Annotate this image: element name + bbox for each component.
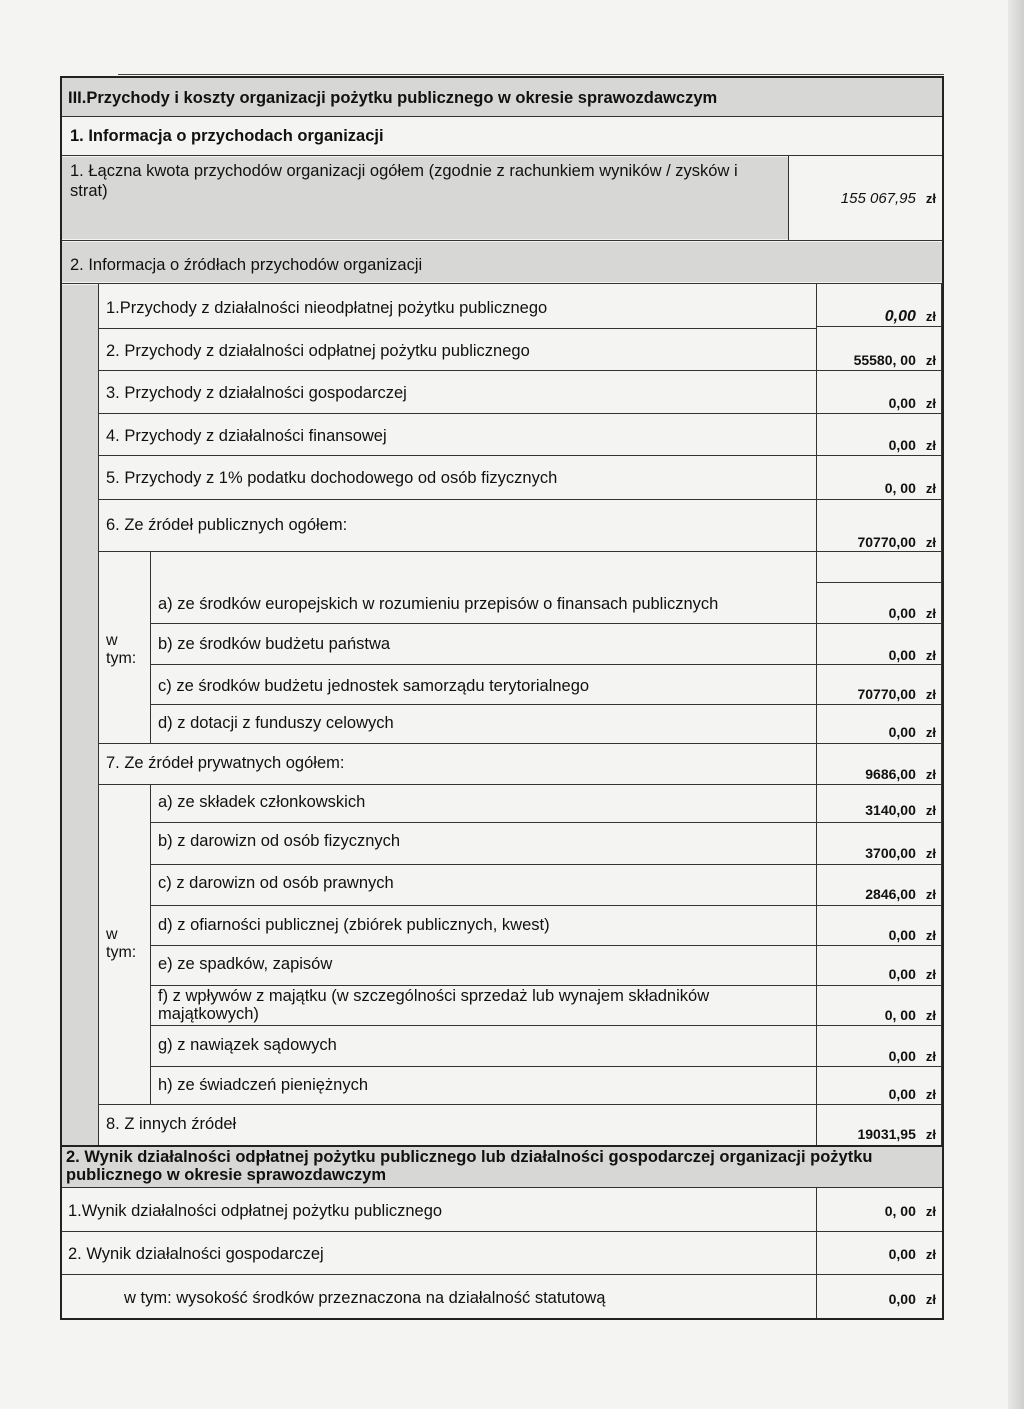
w-tym-line: w <box>106 926 118 943</box>
w-tym-label <box>106 926 136 962</box>
w-tym-line: w <box>106 632 118 649</box>
row-label: h) ze świadczeń pieniężnych <box>158 1076 369 1094</box>
divider <box>150 864 942 865</box>
divider <box>98 551 942 552</box>
amount: 0,00 <box>888 1048 916 1064</box>
currency-unit: zł <box>925 353 936 368</box>
top-rule <box>118 74 944 75</box>
amount: 0,00 <box>884 308 916 325</box>
currency-unit: zł <box>925 648 936 663</box>
row-label: 1.Przychody z działalności nieodpłatnej pożytku publicznego <box>106 299 548 317</box>
row-value <box>818 437 936 453</box>
currency-unit: zł <box>925 191 936 206</box>
currency-unit: zł <box>925 396 936 411</box>
currency-unit: zł <box>925 803 936 818</box>
amount: 70770,00 <box>857 534 916 550</box>
currency-unit: zł <box>925 481 936 496</box>
sources-title: 2. Informacja o źródłach przychodów organizacji <box>70 256 423 274</box>
currency-unit: zł <box>925 928 936 943</box>
amount: 0, 00 <box>884 1203 916 1219</box>
currency-unit: zł <box>925 438 936 453</box>
currency-unit: zł <box>925 887 936 902</box>
amount: 0, 00 <box>884 480 916 496</box>
result-value <box>818 1246 936 1262</box>
row-value <box>818 605 936 621</box>
divider <box>816 326 942 327</box>
row-value <box>818 534 936 550</box>
divider <box>98 1104 942 1105</box>
row-label: c) ze środków budżetu jednostek samorządu terytorialnego <box>158 677 590 695</box>
amount: 0,00 <box>888 966 916 982</box>
amount: 3140,00 <box>865 802 916 818</box>
currency-unit: zł <box>925 1049 936 1064</box>
divider <box>98 455 942 456</box>
divider <box>62 116 942 117</box>
amount: 0,00 <box>888 647 916 663</box>
currency-unit: zł <box>925 725 936 740</box>
currency-unit: zł <box>925 535 936 550</box>
divider <box>150 664 942 665</box>
amount: 9686,00 <box>865 766 916 782</box>
row-label: d) z dotacji z funduszy celowych <box>158 714 394 732</box>
divider <box>62 155 942 156</box>
total-amount: 155 067,95 <box>840 190 916 207</box>
currency-unit: zł <box>925 1247 936 1262</box>
row-label: 2. Przychody z działalności odpłatnej pożytku publicznego <box>106 342 530 360</box>
row-label-line2: majątkowych) <box>158 1005 259 1023</box>
currency-unit: zł <box>925 1087 936 1102</box>
currency-unit: zł <box>925 1008 936 1023</box>
w-tym-line: tym: <box>106 650 137 667</box>
divider <box>98 784 942 785</box>
row-value <box>818 686 936 702</box>
divider <box>150 905 942 906</box>
total-value <box>790 190 936 207</box>
total-label-line1: 1. Łączna kwota przychodów organizacji ogółem (zgodnie z rachunkiem wyników / zysków i <box>70 162 738 180</box>
amount: 0,00 <box>888 1086 916 1102</box>
currency-unit: zł <box>925 687 936 702</box>
divider <box>150 1066 942 1067</box>
row-label: 7. Ze źródeł prywatnych ogółem: <box>106 754 345 772</box>
amount: 0,00 <box>888 927 916 943</box>
currency-unit: zł <box>925 767 936 782</box>
divider <box>816 1187 817 1318</box>
result-label: 2. Wynik działalności gospodarczej <box>68 1245 324 1263</box>
row-label: c) z darowizn od osób prawnych <box>158 874 394 892</box>
row-value <box>818 802 936 818</box>
result-label: 1.Wynik działalności odpłatnej pożytku publicznego <box>68 1202 443 1220</box>
row-label: d) z ofiarności publicznej (zbiórek publicznych, kwest) <box>158 916 550 934</box>
row-value <box>818 1048 936 1064</box>
amount: 70770,00 <box>857 686 916 702</box>
row-label: g) z nawiązek sądowych <box>158 1036 337 1054</box>
divider <box>62 1274 942 1275</box>
divider <box>816 582 942 583</box>
row-value <box>818 886 936 902</box>
divider <box>150 551 151 743</box>
currency-unit: zł <box>925 606 936 621</box>
results-title-line2: publicznego w okresie sprawozdawczym <box>66 1166 387 1184</box>
row-value <box>818 766 936 782</box>
amount: 19031,95 <box>857 1126 916 1142</box>
row-value <box>818 352 936 368</box>
row-value <box>818 927 936 943</box>
amount: 0,00 <box>888 1291 916 1307</box>
divider <box>788 156 789 240</box>
row-label-line1: f) z wpływów z majątku (w szczególności sprzedaż lub wynajem składników <box>158 987 710 1005</box>
currency-unit: zł <box>925 1204 936 1219</box>
row-value <box>818 966 936 982</box>
divider <box>62 1231 942 1232</box>
result-value <box>818 1203 936 1219</box>
currency-unit: zł <box>925 967 936 982</box>
amount: 0,00 <box>888 605 916 621</box>
divider <box>150 1025 942 1026</box>
w-tym-label <box>106 632 136 668</box>
currency-unit: zł <box>925 1127 936 1142</box>
amount: 0, 00 <box>884 1007 916 1023</box>
row-value <box>818 647 936 663</box>
divider <box>62 283 942 284</box>
row-label: b) z darowizn od osób fizycznych <box>158 832 401 850</box>
row-label: a) ze środków europejskich w rozumieniu przepisów o finansach publicznych <box>158 595 719 613</box>
result-value <box>818 1291 936 1307</box>
row-label: 3. Przychody z działalności gospodarczej <box>106 384 407 402</box>
amount: 0,00 <box>888 437 916 453</box>
row-label: 4. Przychody z działalności finansowej <box>106 427 387 445</box>
amount: 3700,00 <box>865 845 916 861</box>
w-tym-line: tym: <box>106 944 137 961</box>
amount: 0,00 <box>888 1246 916 1262</box>
left-band <box>62 285 98 1145</box>
divider <box>150 623 942 624</box>
row-value <box>818 724 936 740</box>
row-value <box>818 1007 936 1023</box>
section-title: III.Przychody i koszty organizacji pożytku publicznego w okresie sprawozdawczym <box>68 89 718 107</box>
results-title-line1: 2. Wynik działalności odpłatnej pożytku publicznego lub działalności gospodarczej organizacji pożytku <box>66 1148 873 1166</box>
income-info-title: 1. Informacja o przychodach organizacji <box>70 127 384 145</box>
amount: 2846,00 <box>865 886 916 902</box>
row-value <box>818 845 936 861</box>
row-value <box>818 480 936 496</box>
divider <box>150 784 151 1104</box>
total-label-line2: strat) <box>70 182 108 200</box>
row-label: e) ze spadków, zapisów <box>158 955 333 973</box>
row-label: b) ze środków budżetu państwa <box>158 635 391 653</box>
divider <box>150 704 942 705</box>
amount: 55580, 00 <box>853 352 916 368</box>
divider <box>98 328 816 329</box>
divider <box>98 499 942 500</box>
row-label: a) ze składek członkowskich <box>158 793 366 811</box>
currency-unit: zł <box>925 1292 936 1307</box>
divider <box>150 822 942 823</box>
row-value <box>818 308 936 326</box>
divider <box>98 413 942 414</box>
divider <box>62 240 942 241</box>
divider <box>62 1187 942 1188</box>
result-label: w tym: wysokość środków przeznaczona na działalność statutową <box>124 1289 606 1307</box>
amount: 0,00 <box>888 724 916 740</box>
currency-unit: zł <box>925 846 936 861</box>
amount: 0,00 <box>888 395 916 411</box>
row-label: 8. Z innych źródeł <box>106 1115 237 1133</box>
row-label: 6. Ze źródeł publicznych ogółem: <box>106 516 348 534</box>
divider <box>98 370 942 371</box>
page-edge-shadow <box>1008 0 1024 1409</box>
row-label: 5. Przychody z 1% podatku dochodowego od osób fizycznych <box>106 469 558 487</box>
divider <box>98 743 942 744</box>
row-value <box>818 395 936 411</box>
currency-unit: zł <box>925 309 936 324</box>
row-value <box>818 1126 936 1142</box>
row-value <box>818 1086 936 1102</box>
divider <box>150 945 942 946</box>
